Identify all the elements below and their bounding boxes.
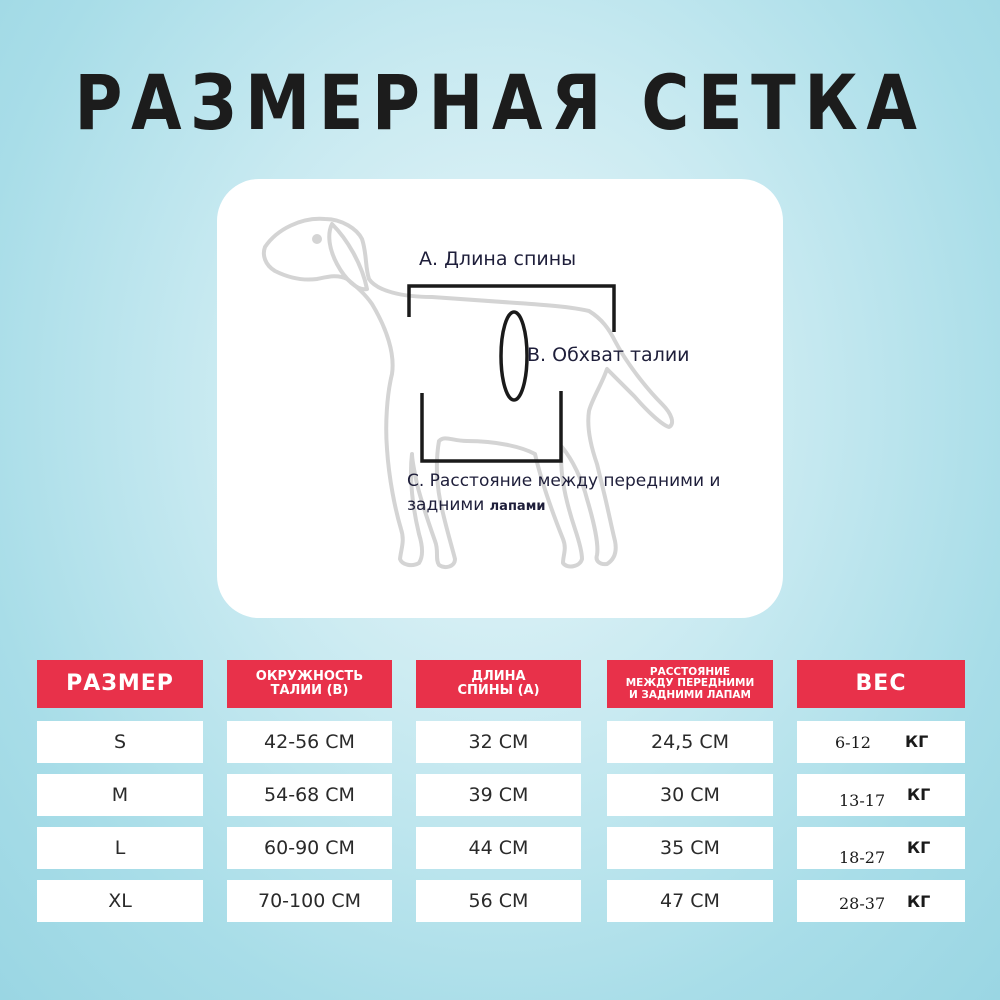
cell-back-length: 32 СМ	[416, 721, 581, 763]
cell-waist: 70-100 СМ	[227, 880, 392, 922]
cell-paw-distance: 24,5 СМ	[607, 721, 773, 763]
cell-weight: 6-12 КГ	[797, 721, 965, 763]
cell-back-length: 44 СМ	[416, 827, 581, 869]
cell-paw-distance: 30 СМ	[607, 774, 773, 816]
cell-back-length: 56 СМ	[416, 880, 581, 922]
cell-weight: 28-37 КГ	[797, 880, 965, 922]
back-length-label: А. Длина спины	[419, 248, 577, 270]
cell-size: L	[37, 827, 203, 869]
cell-size: XL	[37, 880, 203, 922]
paw-distance-label: С. Расстояние между передними и задними лапами	[407, 471, 721, 515]
header-size: РАЗМЕР	[37, 660, 203, 708]
cell-weight: 18-27 КГ	[797, 827, 965, 869]
page-title: РАЗМЕРНАЯ СЕТКА	[74, 58, 926, 147]
header-waist: ОКРУЖНОСТЬ ТАЛИИ (В)	[227, 660, 392, 708]
cell-paw-distance: 35 СМ	[607, 827, 773, 869]
header-back-length: ДЛИНА СПИНЫ (А)	[416, 660, 581, 708]
cell-paw-distance: 47 СМ	[607, 880, 773, 922]
header-weight: ВЕС	[797, 660, 965, 708]
cell-back-length: 39 СМ	[416, 774, 581, 816]
cell-waist: 54-68 СМ	[227, 774, 392, 816]
header-paw-distance: РАССТОЯНИЕ МЕЖДУ ПЕРЕДНИМИ И ЗАДНИМИ ЛАПАМ	[607, 660, 773, 708]
cell-size: S	[37, 721, 203, 763]
cell-waist: 60-90 СМ	[227, 827, 392, 869]
cell-waist: 42-56 СМ	[227, 721, 392, 763]
cell-weight: 13-17 КГ	[797, 774, 965, 816]
waist-girth-label: В. Обхват талии	[527, 344, 690, 366]
cell-size: M	[37, 774, 203, 816]
